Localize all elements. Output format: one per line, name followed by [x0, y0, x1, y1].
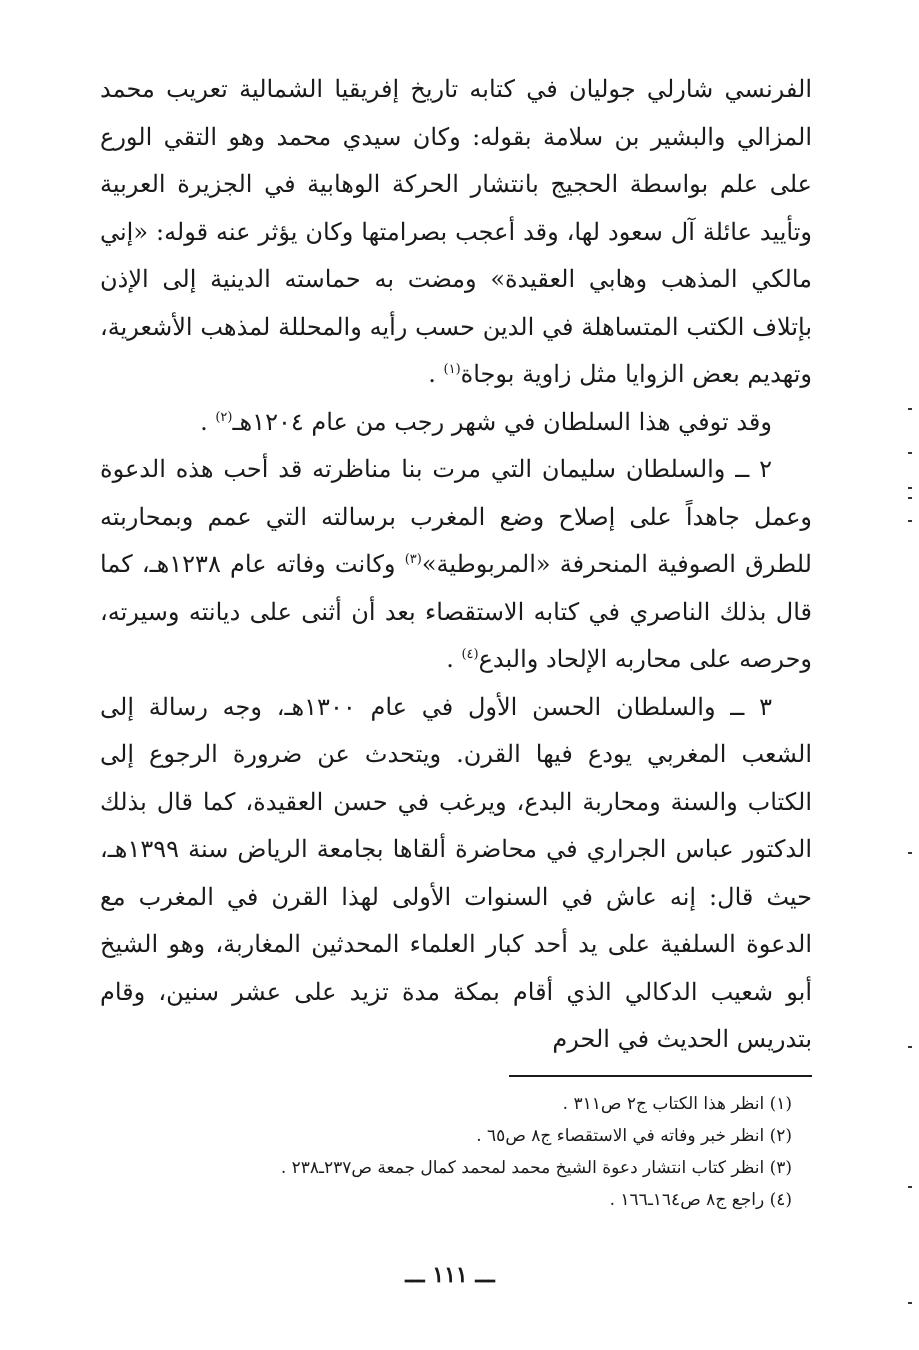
scan-edge-mark: [908, 497, 912, 499]
scan-edge-mark: [908, 1302, 912, 1304]
scan-edge-mark: [908, 520, 912, 522]
scan-edge-mark: [908, 408, 912, 410]
footnote-item: (٢) انظر خبر وفاته في الاستقصاء ج٨ ص٦٥ .: [476, 1126, 792, 1146]
footnote-ref: (٣): [404, 552, 422, 567]
page-number: ـــ ١١١ ـــ: [405, 1262, 495, 1288]
footnote-item: (٤) راجع ج٨ ص١٦٤ـ١٦٦ .: [609, 1190, 792, 1210]
paragraph: الفرنسي شارلي جوليان في كتابه تاريخ إفريقيا الشمالية تعريب محمد المزالي والبشير بن سلامة بقوله: وكان سيدي محمد وهو التقي الورع على علم بواسطة الحجيج بانتشار الحركة الوهابية في الجزيرة العربية وتأييد عائلة آل سعود لها، وقد أعجب بصرامتها وكان يؤثر عنه قوله: «إني مالكي المذهب وهابي العقيدة» ومضت به حماسته الدينية إلى الإذن بإتلاف الكتب المتساهلة في الدين حسب رأيه والمحللة لمذهب الأشعرية، وتهديم بعض الزوايا مثل زاوية بوجاة$^{(١)}$ .: [100, 75, 812, 388]
footnotes: [200, 1088, 792, 1216]
scan-edge-mark: [908, 1186, 912, 1188]
scan-edge-mark: [908, 852, 912, 854]
paragraph: وقد توفي هذا السلطان في شهر رجب من عام ١٢٠٤هـ$^{(٢)}$ .: [200, 407, 772, 436]
footnote-divider: [509, 1075, 812, 1077]
footnote-ref: (٤): [461, 647, 479, 662]
paragraph: ٣ ــ والسلطان الحسن الأول في عام ١٣٠٠هـ، وجه رسالة إلى الشعب المغربي يودع فيها القرن. ويتحدث عن ضرورة الرجوع إلى الكتاب والسنة ومحاربة البدع، ويرغب في حسن العقيدة، كما قال بذلك الدكتور عباس الجراري في محاضرة ألقاها بجامعة الرياض سنة ١٣٩٩هـ، حيث قال: إنه عاش في السنوات الأولى لهذا القرن في المغرب مع الدعوة السلفية على يد أحد كبار العلماء المحدثين المغاربة، وهو الشيخ أبو شعيب الدكالي الذي أقام بمكة مدة تزيد على عشر سنين، وقام بتدريس الحديث في الحرم: [100, 692, 812, 1053]
main-text: [100, 66, 812, 1064]
paragraph: ٢ ــ والسلطان سليمان التي مرت بنا مناظرته قد أحب هذه الدعوة وعمل جاهداً على إصلاح وضع المغرب برسالته التي عمم وبمحاربته للطرق الصوفية المنحرفة «المربوطية»$^{(٣)}$ وكانت وفاته عام ١٢٣٨هـ، كما قال بذلك الناصري في كتابه الاستقصاء بعد أن أثنى على ديانته وسيرته، وحرصه على محاربه الإلحاد والبدع$^{(٤)}$ .: [100, 455, 812, 673]
scan-edge-mark: [908, 452, 912, 454]
footnote-item: (١) انظر هذا الكتاب ج٢ ص٣١١ .: [562, 1094, 792, 1114]
footnote-item: (٣) انظر كتاب انتشار دعوة الشيخ محمد لمحمد كمال جمعة ص٢٣٧ـ٢٣٨ .: [280, 1158, 792, 1178]
footnote-ref: (٢): [215, 409, 233, 425]
scan-edge-mark: [908, 1046, 912, 1048]
scan-edge-mark: [908, 487, 912, 489]
footnote-ref: (١): [443, 362, 461, 377]
